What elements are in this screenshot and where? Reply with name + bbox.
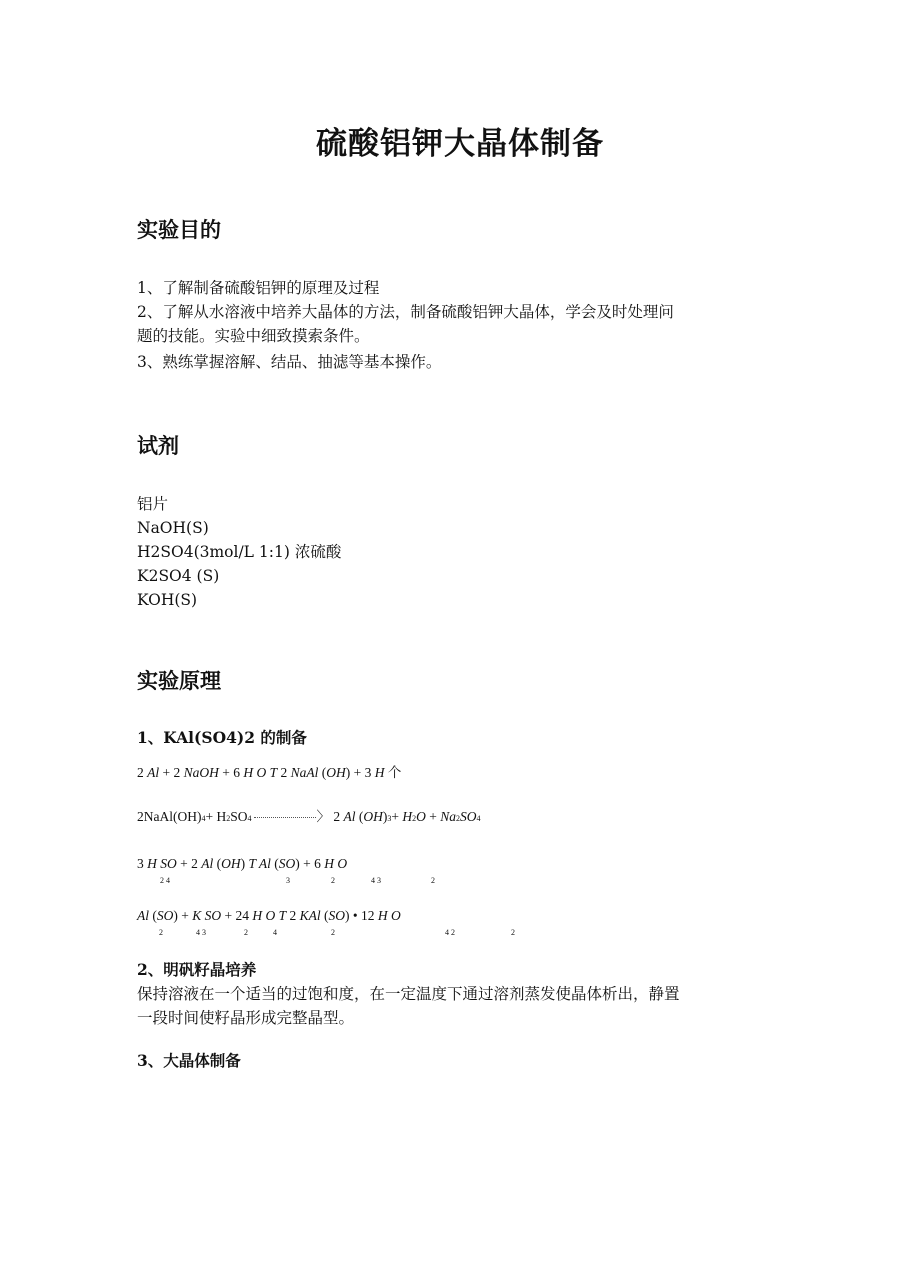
equation-1: 2 Al + 2 NaOH + 6 H O T 2 NaAl (OH) + 3 H 个 bbox=[137, 765, 402, 780]
equation-3-subscript: 2 4 bbox=[160, 876, 170, 885]
equation-4-subscript: 4 bbox=[273, 928, 277, 937]
seed-crystal-line-2: 一段时间使籽晶形成完整晶型。 bbox=[137, 1009, 355, 1027]
equation-4-subscript: 2 bbox=[511, 928, 515, 937]
reagent-item: H2SO4(3mol/L 1:1) 浓硫酸 bbox=[137, 543, 342, 561]
equation-4-subscript: 2 bbox=[159, 928, 163, 937]
equation-3-subscript: 2 bbox=[331, 876, 335, 885]
equation-3-subscript: 2 bbox=[431, 876, 435, 885]
equation-4-subscript: 2 bbox=[244, 928, 248, 937]
document-title: 硫酸铝钾大晶体制备 bbox=[316, 126, 604, 162]
reagent-item: KOH(S) bbox=[137, 591, 198, 609]
reaction-arrow-head: 〉 bbox=[316, 809, 330, 824]
equation-2: 2NaAl(OH)4+ H2SO4 〉 2 Al (OH)3+ H2O + Na2SO4 bbox=[137, 809, 481, 824]
equation-3-subscript: 3 bbox=[286, 876, 290, 885]
seed-crystal-line-1: 保持溶液在一个适当的过饱和度，在一定温度下通过溶剂蒸发使晶体析出，静置 bbox=[137, 985, 680, 1003]
reaction-arrow-line bbox=[254, 817, 316, 818]
equation-4-subscript: 4 2 bbox=[445, 928, 455, 937]
reagent-item: NaOH(S) bbox=[137, 519, 209, 537]
reagent-item: K2SO4 (S) bbox=[137, 567, 220, 585]
equation-4-subscript: 4 3 bbox=[196, 928, 206, 937]
equation-4: Al (SO) + K SO + 24 H O T 2 KAl (SO) • 12 H O bbox=[137, 908, 401, 923]
reagent-item: 铝片 bbox=[137, 495, 169, 513]
equation-3-subscript: 4 3 bbox=[371, 876, 381, 885]
heading-purpose: 实验目的 bbox=[137, 218, 221, 242]
purpose-line-2: 2、了解从水溶液中培养大晶体的方法，制备硫酸铝钾大晶体，学会及时处理问 bbox=[137, 303, 674, 321]
heading-principle: 实验原理 bbox=[137, 669, 221, 693]
purpose-line-1: 1、了解制备硫酸铝钾的原理及过程 bbox=[137, 279, 380, 297]
subheading-seed-crystal: 2、明矾籽晶培养 bbox=[137, 960, 257, 979]
equation-3: 3 H SO + 2 Al (OH) T Al (SO) + 6 H O bbox=[137, 856, 348, 871]
purpose-line-4: 3、熟练掌握溶解、结品、抽滤等基本操作。 bbox=[137, 353, 442, 371]
purpose-line-3: 题的技能。实验中细致摸索条件。 bbox=[137, 327, 370, 345]
equation-4-subscript: 2 bbox=[331, 928, 335, 937]
heading-reagents: 试剂 bbox=[137, 434, 179, 458]
subheading-preparation: 1、KAl(SO4)2 的制备 bbox=[137, 728, 307, 747]
subheading-large-crystal: 3、大晶体制备 bbox=[137, 1051, 241, 1070]
